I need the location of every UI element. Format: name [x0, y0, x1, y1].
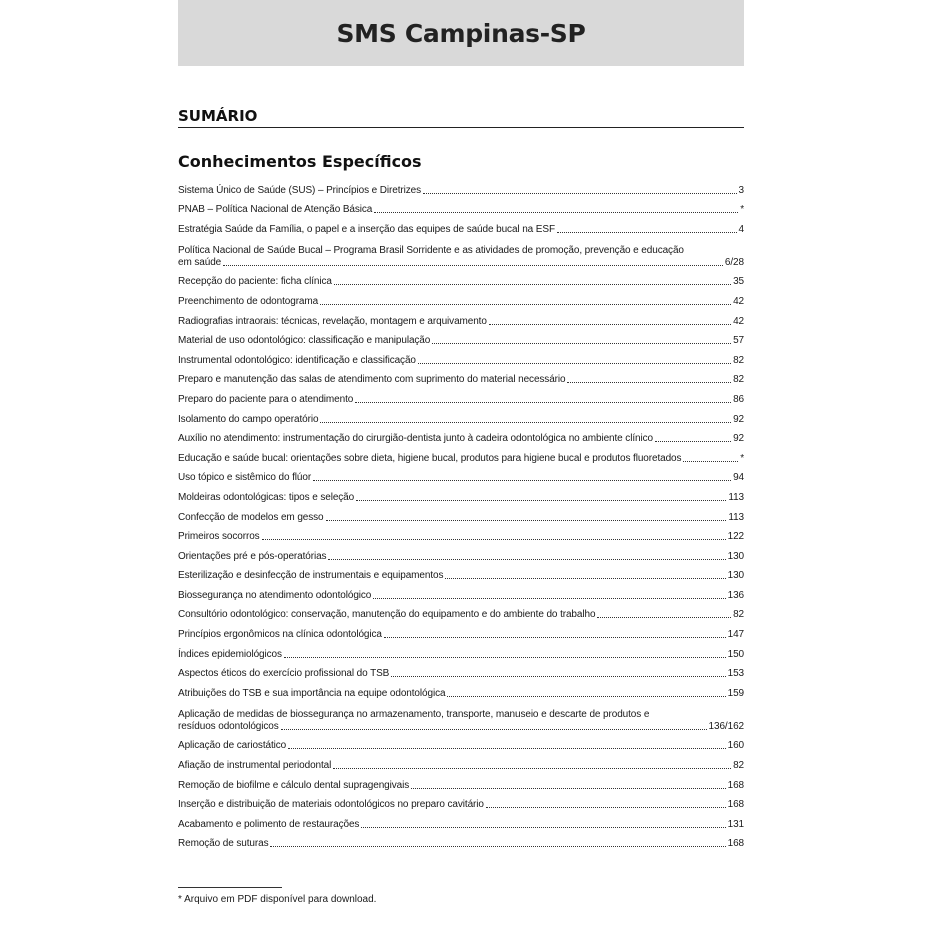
dot-leader — [284, 657, 726, 658]
toc-entry-title: Consultório odontológico: conservação, manutenção do equipamento e do ambiente do trabalho — [178, 609, 596, 621]
toc-entry-title: Política Nacional de Saúde Bucal – Programa Brasil Sorridente e as atividades de promoção, prevenção e educação — [178, 244, 684, 256]
toc-entry-title: Uso tópico e sistêmico do flúor — [178, 472, 312, 484]
dot-leader — [223, 265, 723, 266]
dot-leader — [411, 788, 725, 789]
toc-entry-title: Educação e saúde bucal: orientações sobre dieta, higiene bucal, produtos para higiene bucal e produtos fluoretados — [178, 452, 682, 464]
toc-entry — [178, 308, 744, 328]
dot-leader — [333, 768, 731, 769]
toc-entry — [178, 216, 744, 236]
dot-leader — [445, 578, 725, 579]
dot-leader — [328, 559, 725, 560]
toc-entry-page: 113 — [728, 491, 744, 503]
toc-entry-page: 35 — [733, 276, 744, 288]
toc-entry-title: Estratégia Saúde da Família, o papel e a inserção das equipes de saúde bucal na ESF — [178, 223, 555, 235]
toc-entry-page: 113 — [728, 511, 744, 523]
toc-entry-page: 6/28 — [724, 256, 744, 268]
dot-leader — [683, 461, 738, 462]
toc-entry-page: 3 — [738, 184, 744, 196]
toc-entry — [178, 177, 744, 197]
toc-entry-title: Moldeiras odontológicas: tipos e seleção — [178, 491, 355, 503]
dot-leader — [655, 441, 731, 442]
toc-entry-title: Isolamento do campo operatório — [178, 413, 319, 425]
toc-entry-page: 136/162 — [708, 720, 744, 732]
toc-entry-title: Acabamento e polimento de restaurações — [178, 818, 360, 830]
toc-entry-page: 159 — [727, 687, 744, 699]
toc-entry-title: Primeiros socorros — [178, 531, 260, 543]
toc-entry — [178, 680, 744, 700]
toc-entry-page: 168 — [727, 799, 744, 811]
dot-leader — [423, 193, 736, 194]
toc-entry — [178, 602, 744, 622]
toc-entry-title: Princípios ergonômicos na clínica odontológica — [178, 629, 382, 641]
dot-leader — [489, 324, 731, 325]
toc-entry-title: Orientações pré e pós-operatórias — [178, 550, 327, 562]
dot-leader — [262, 539, 726, 540]
toc-entry — [178, 386, 744, 406]
dot-leader — [557, 232, 737, 233]
dot-leader — [320, 304, 731, 305]
toc-entry-page: 4 — [738, 223, 744, 235]
toc-entry-page: 160 — [727, 740, 744, 752]
toc-entry-title: Remoção de suturas — [178, 838, 269, 850]
toc-entry-page: 94 — [733, 472, 744, 484]
toc-entry — [178, 661, 744, 681]
toc-entry — [178, 236, 744, 269]
toc-entry-title: Sistema Único de Saúde (SUS) – Princípios e Diretrizes — [178, 184, 422, 196]
toc-entry-page: 42 — [733, 315, 744, 327]
dot-leader — [288, 748, 725, 749]
page-title: SMS Campinas-SP — [336, 18, 586, 48]
toc-entry — [178, 288, 744, 308]
toc-entry — [178, 831, 744, 851]
toc-entry — [178, 426, 744, 446]
toc-entry-title: Índices epidemiológicos — [178, 648, 282, 660]
document-page — [178, 0, 744, 905]
toc-entry-page: 42 — [733, 295, 744, 307]
toc-entry-title: Atribuições do TSB e sua importância na equipe odontológica — [178, 687, 446, 699]
toc-entry-page: 130 — [727, 570, 744, 582]
toc-entry-title: Aplicação de cariostático — [178, 740, 287, 752]
header-banner — [178, 0, 744, 66]
toc-entry-title: Aspectos éticos do exercício profissional do TSB — [178, 668, 390, 680]
toc-entry — [178, 524, 744, 544]
toc-entry — [178, 484, 744, 504]
toc-entry-page: 150 — [727, 648, 744, 660]
dot-leader — [374, 212, 738, 213]
summary-heading: SUMÁRIO — [178, 107, 744, 128]
toc-entry — [178, 792, 744, 812]
toc-entry — [178, 328, 744, 348]
toc-entry — [178, 772, 744, 792]
toc-entry — [178, 811, 744, 831]
dot-leader — [270, 846, 725, 847]
toc-entry — [178, 733, 744, 753]
toc-entry — [178, 347, 744, 367]
toc-entry — [178, 269, 744, 289]
toc-entry-page: * — [740, 452, 744, 464]
toc-entry-page: 130 — [727, 550, 744, 562]
toc-entry-page: 57 — [733, 335, 744, 347]
toc-entry-title: Biossegurança no atendimento odontológico — [178, 589, 372, 601]
dot-leader — [432, 343, 731, 344]
dot-leader — [326, 520, 727, 521]
toc-entry-page: 82 — [733, 354, 744, 366]
dot-leader — [447, 696, 725, 697]
toc-entry-page: * — [740, 204, 744, 216]
toc-entry-page: 136 — [727, 589, 744, 601]
dot-leader — [567, 382, 731, 383]
toc-entry — [178, 700, 744, 733]
toc-entry-page: 168 — [727, 779, 744, 791]
toc-entry — [178, 406, 744, 426]
dot-leader — [391, 676, 725, 677]
toc-entry-title: Esterilização e desinfecção de instrumentais e equipamentos — [178, 570, 444, 582]
toc-entry-title: Preparo do paciente para o atendimento — [178, 393, 354, 405]
toc-entry — [178, 367, 744, 387]
footnote-divider — [178, 887, 282, 888]
toc-entry-page: 86 — [733, 393, 744, 405]
toc-entry-title: Afiação de instrumental periodontal — [178, 760, 332, 772]
toc-entry-page: 92 — [733, 413, 744, 425]
dot-leader — [356, 500, 726, 501]
dot-leader — [597, 617, 731, 618]
toc-entry-title: Aplicação de medidas de biossegurança no armazenamento, transporte, manuseio e descarte de produtos e — [178, 708, 650, 720]
table-of-contents — [178, 177, 744, 850]
dot-leader — [361, 827, 725, 828]
toc-entry — [178, 582, 744, 602]
toc-entry-page: 131 — [727, 818, 744, 830]
toc-entry-page: 122 — [727, 531, 744, 543]
toc-entry — [178, 752, 744, 772]
dot-leader — [355, 402, 731, 403]
toc-entry — [178, 197, 744, 217]
toc-entry-title: Auxílio no atendimento: instrumentação do cirurgião-dentista junto à cadeira odontológica no ambiente clínico — [178, 433, 653, 445]
toc-entry-title: Confecção de modelos em gesso — [178, 511, 324, 523]
dot-leader — [486, 807, 726, 808]
section-title: Conhecimentos Específicos — [178, 152, 422, 171]
toc-entry-title: PNAB – Política Nacional de Atenção Básica — [178, 204, 373, 216]
toc-entry-title: Instrumental odontológico: identificação e classificação — [178, 354, 416, 366]
toc-entry-title-continued: em saúde — [178, 256, 222, 268]
toc-entry-title: Material de uso odontológico: classificação e manipulação — [178, 335, 431, 347]
toc-entry — [178, 563, 744, 583]
footnote: * Arquivo em PDF disponível para download. — [178, 894, 377, 905]
toc-entry-title: Remoção de biofilme e cálculo dental supragengivais — [178, 779, 410, 791]
toc-entry-page: 92 — [733, 433, 744, 445]
toc-entry-page: 82 — [733, 609, 744, 621]
toc-entry — [178, 543, 744, 563]
toc-entry-page: 168 — [727, 838, 744, 850]
toc-entry-page: 82 — [733, 374, 744, 386]
toc-entry-title-continued: resíduos odontológicos — [178, 720, 279, 732]
toc-entry — [178, 445, 744, 465]
dot-leader — [320, 422, 731, 423]
dot-leader — [313, 480, 731, 481]
toc-entry-page: 82 — [733, 760, 744, 772]
dot-leader — [281, 729, 707, 730]
toc-entry — [178, 465, 744, 485]
toc-entry-page: 147 — [727, 629, 744, 641]
toc-entry-title: Preparo e manutenção das salas de atendimento com suprimento do material necessário — [178, 374, 566, 386]
dot-leader — [384, 637, 726, 638]
toc-entry — [178, 504, 744, 524]
toc-entry-title: Radiografias intraorais: técnicas, revelação, montagem e arquivamento — [178, 315, 487, 327]
toc-entry-title: Inserção e distribuição de materiais odontológicos no preparo cavitário — [178, 799, 484, 811]
toc-entry-title: Preenchimento de odontograma — [178, 295, 319, 307]
toc-entry-page: 153 — [727, 668, 744, 680]
dot-leader — [373, 598, 725, 599]
toc-entry — [178, 641, 744, 661]
dot-leader — [418, 363, 731, 364]
toc-entry-title: Recepção do paciente: ficha clínica — [178, 276, 332, 288]
toc-entry — [178, 621, 744, 641]
dot-leader — [334, 284, 731, 285]
